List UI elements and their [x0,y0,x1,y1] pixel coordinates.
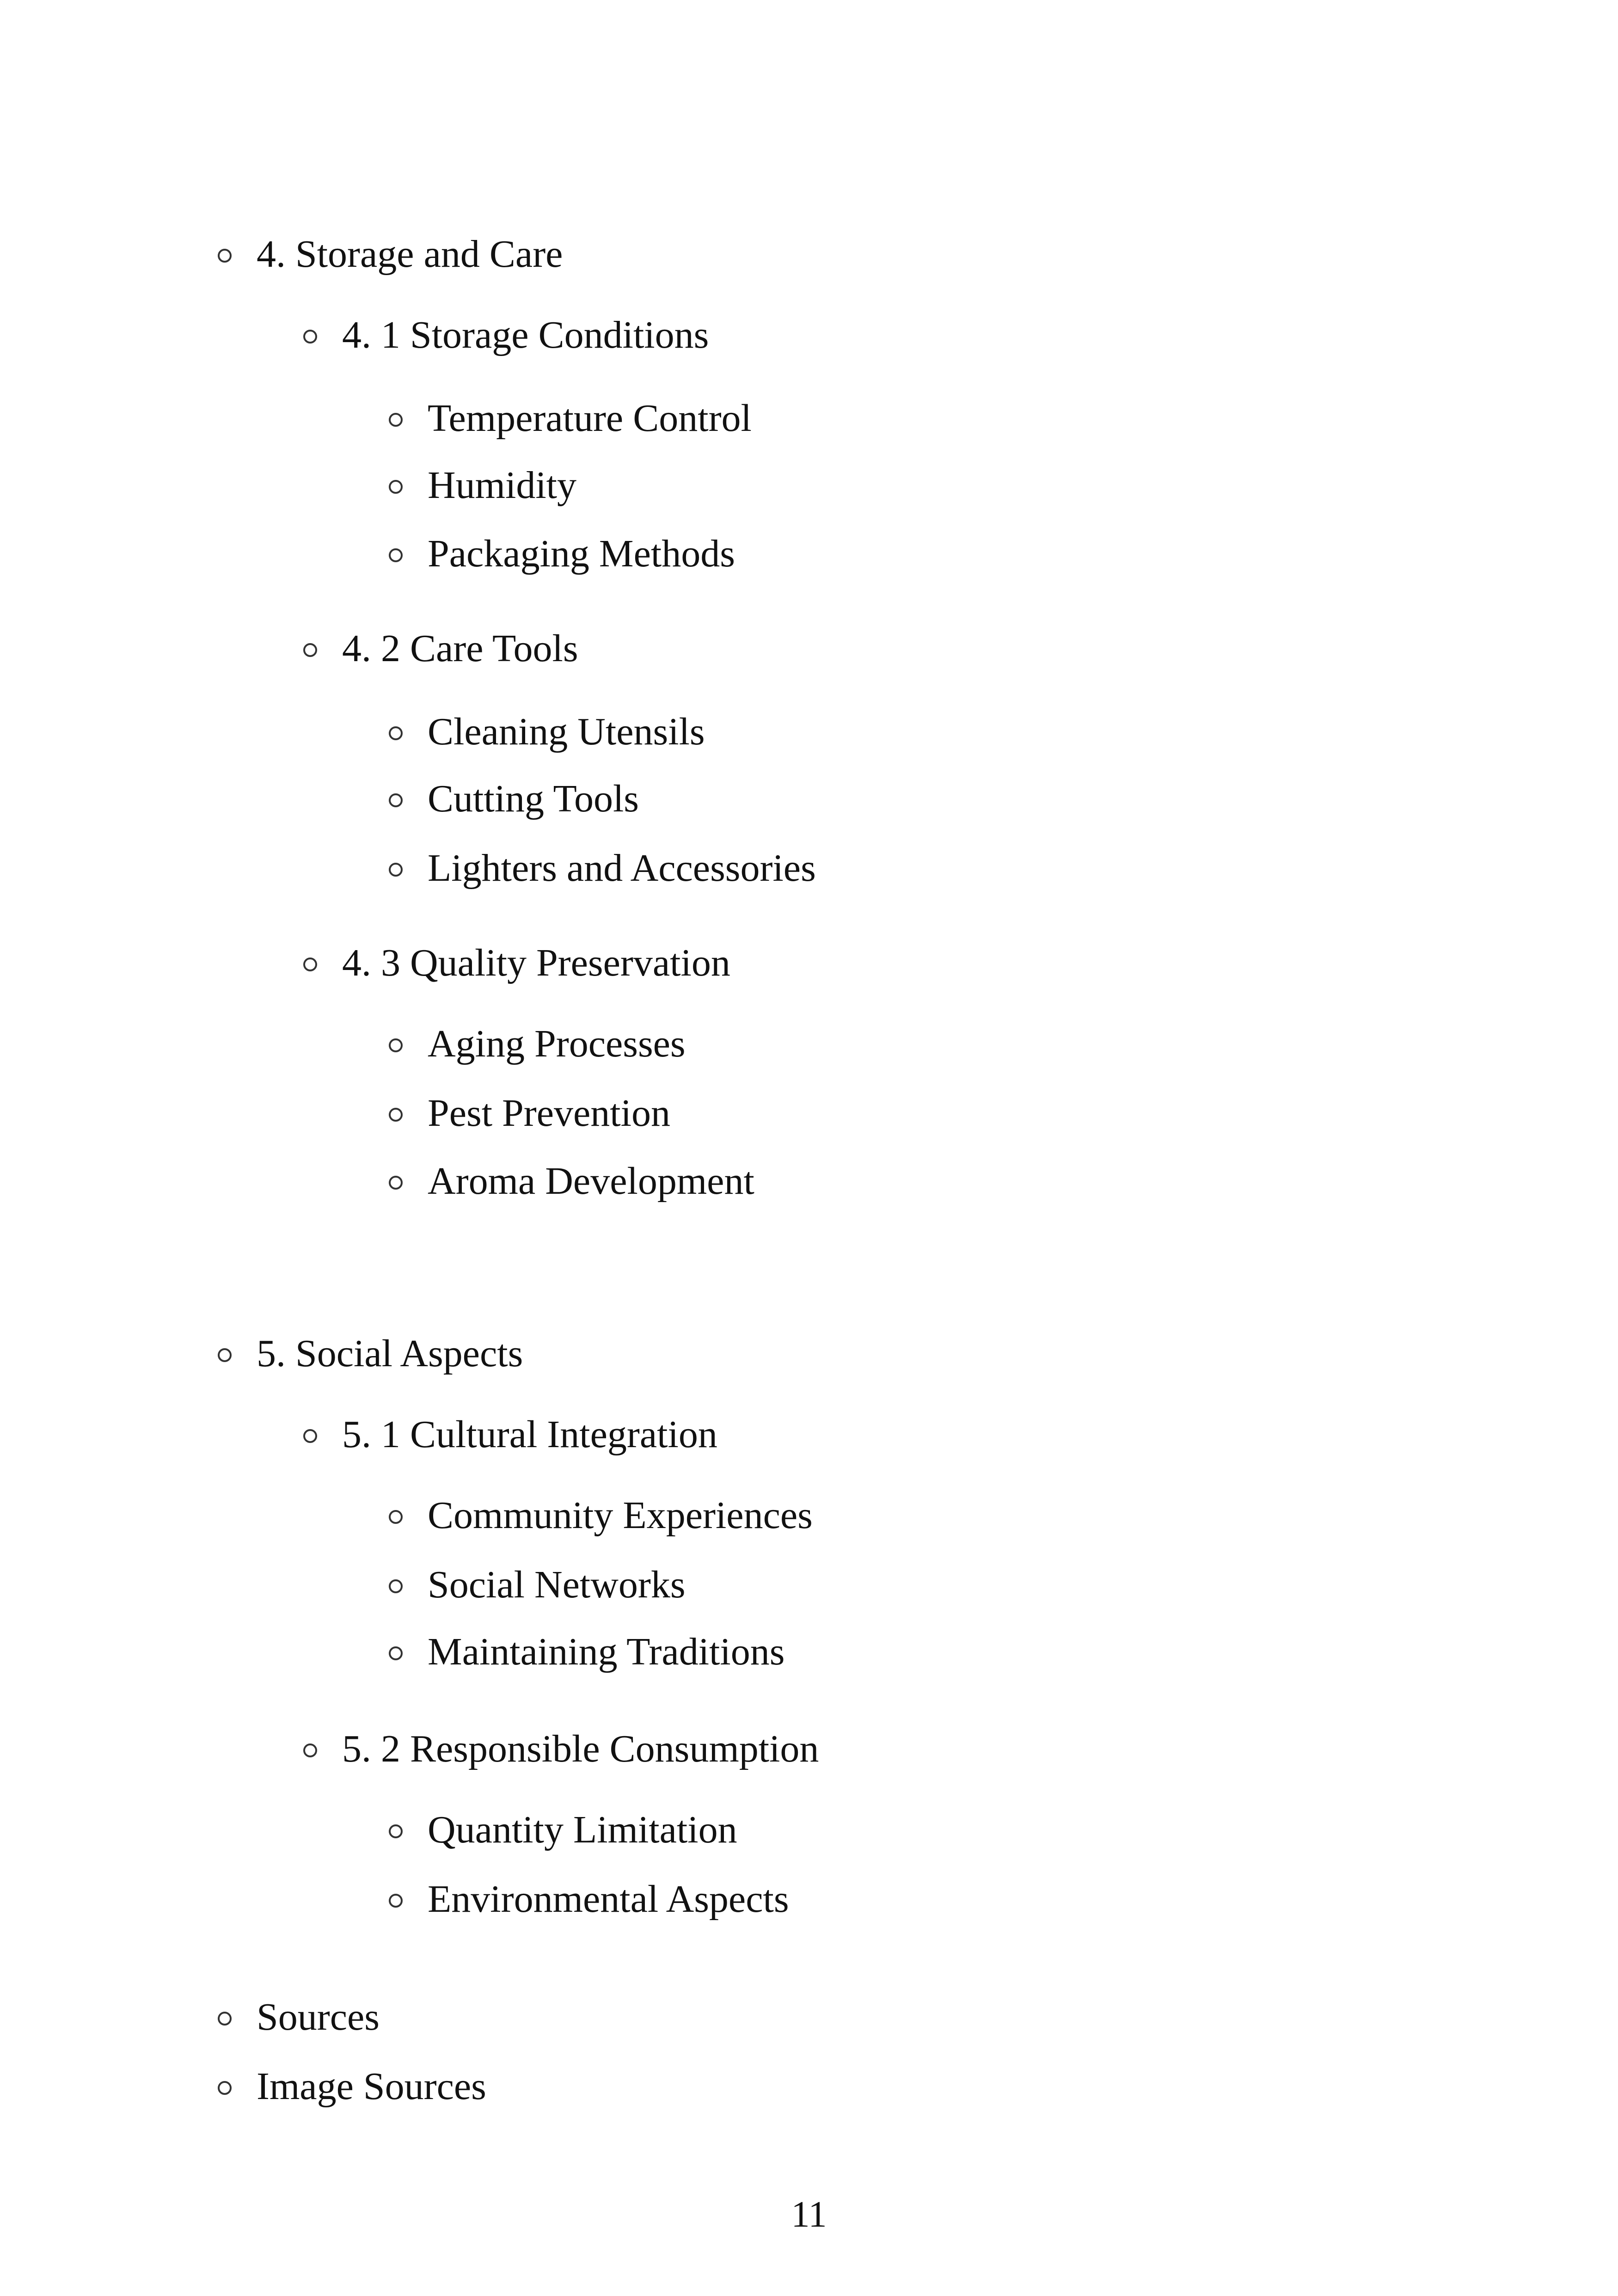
toc-item-label: Aging Processes [428,1022,686,1065]
hollow-bullet-icon [218,2081,232,2095]
toc-item-label: Pest Prevention [428,1092,670,1135]
toc-section-title: 4. Storage and Care [257,233,563,276]
toc-sources-label: Sources [257,1995,380,2038]
toc-item-label: Aroma Development [428,1160,754,1203]
toc-image-sources [257,2063,486,2110]
toc-item-label: Maintaining Traditions [428,1630,785,1673]
hollow-bullet-icon [389,1108,403,1122]
toc-subsection-title: 4. 1 Storage Conditions [342,313,709,356]
toc-subsection-5-2 [342,1726,819,1772]
toc-item [428,1021,686,1067]
toc-item-label: Environmental Aspects [428,1878,789,1921]
toc-subsection-4-1 [342,312,709,358]
toc-item [428,776,639,822]
toc-subsection-4-2 [342,626,578,672]
toc-item [428,1629,784,1675]
hollow-bullet-icon [303,958,317,971]
toc-item [428,1562,686,1608]
hollow-bullet-icon [389,413,403,427]
toc-item-label: Temperature Control [428,397,752,440]
toc-subsection-title: 4. 2 Care Tools [342,627,578,670]
toc-item [428,709,705,755]
toc-subsection-4-3 [342,940,730,986]
toc-item [428,845,816,891]
toc-item-label: Quantity Limitation [428,1808,737,1851]
hollow-bullet-icon [389,548,403,562]
toc-item-label: Community Experiences [428,1494,813,1537]
toc-item [428,531,735,577]
toc-item [428,1492,813,1539]
toc-item [428,1158,754,1204]
hollow-bullet-icon [389,1579,403,1593]
toc-subsection-title: 5. 1 Cultural Integration [342,1413,717,1456]
toc-subsection-title: 5. 2 Responsible Consumption [342,1727,819,1770]
toc-subsection-5-1 [342,1412,717,1458]
toc-item [428,1876,789,1922]
toc-subsection-title: 4. 3 Quality Preservation [342,941,730,984]
page-number: 11 [791,2194,827,2235]
toc-item [428,462,576,509]
hollow-bullet-icon [389,1824,403,1838]
toc-item-label: Social Networks [428,1563,686,1606]
hollow-bullet-icon [389,1038,403,1052]
hollow-bullet-icon [389,1646,403,1660]
toc-item [428,395,752,442]
hollow-bullet-icon [303,330,317,344]
toc-sources [257,1994,380,2040]
toc-item [428,1090,670,1136]
hollow-bullet-icon [389,1176,403,1190]
hollow-bullet-icon [218,1348,232,1362]
toc-item-label: Humidity [428,464,577,507]
toc-item-label: Packaging Methods [428,532,735,575]
hollow-bullet-icon [303,643,317,657]
hollow-bullet-icon [389,1510,403,1524]
toc-item-label: Cleaning Utensils [428,710,705,753]
toc-section-title: 5. Social Aspects [257,1332,523,1375]
hollow-bullet-icon [389,480,403,494]
hollow-bullet-icon [303,1743,317,1757]
toc-section-5 [257,1331,523,1377]
toc-item [428,1807,737,1853]
toc-section-4 [257,231,563,277]
hollow-bullet-icon [389,793,403,807]
hollow-bullet-icon [389,1894,403,1908]
hollow-bullet-icon [389,726,403,740]
hollow-bullet-icon [218,249,232,263]
toc-item-label: Lighters and Accessories [428,847,816,890]
hollow-bullet-icon [389,863,403,877]
toc-item-label: Cutting Tools [428,777,639,820]
hollow-bullet-icon [303,1429,317,1443]
toc-image-sources-label: Image Sources [257,2065,486,2108]
hollow-bullet-icon [218,2012,232,2026]
